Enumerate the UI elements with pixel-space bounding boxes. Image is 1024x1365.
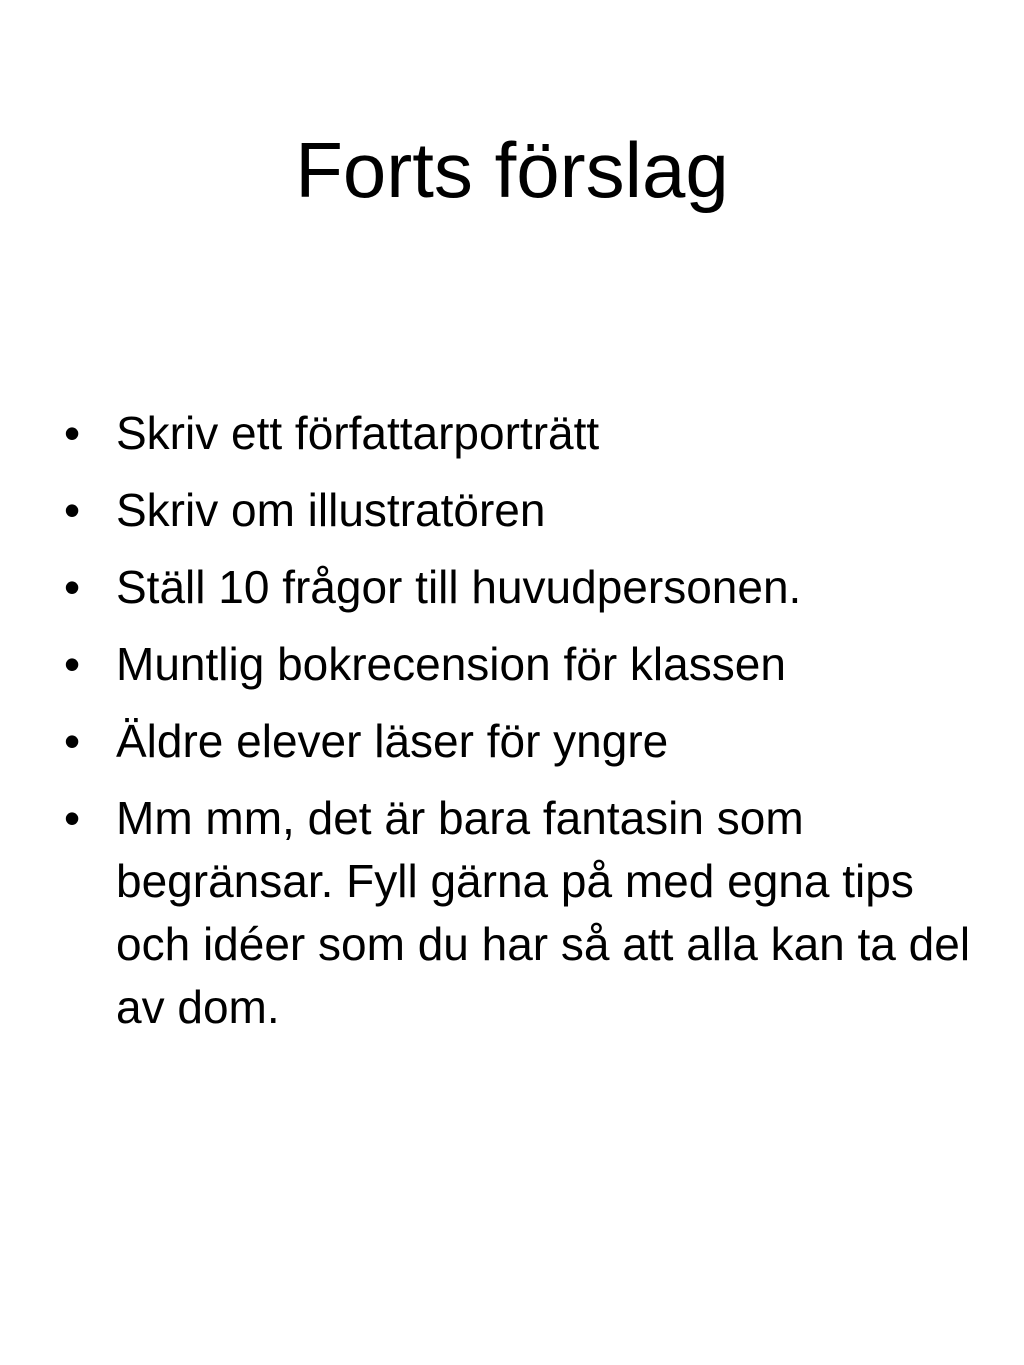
bullet-icon: •	[64, 792, 81, 844]
list-item	[62, 479, 982, 542]
bullet-icon: •	[64, 715, 81, 767]
list-item	[62, 556, 982, 619]
bullet-text: Äldre elever läser för yngre	[116, 715, 669, 767]
bullet-icon: •	[64, 407, 81, 459]
bullet-text: Skriv ett författarporträtt	[116, 407, 600, 459]
list-item	[62, 402, 982, 465]
list-item	[62, 633, 982, 696]
bullet-text: Mm mm, det är bara fantasin som begränsar. Fyll gärna på med egna tips och idéer som du har så att alla kan ta del av dom.	[116, 792, 971, 1033]
bullet-text: Ställ 10 frågor till huvudpersonen.	[116, 561, 802, 613]
slide-title: Forts förslag	[295, 126, 729, 214]
bullet-icon: •	[64, 561, 81, 613]
bullet-icon: •	[64, 484, 81, 536]
list-item	[62, 787, 982, 1039]
bullet-text: Skriv om illustratören	[116, 484, 546, 536]
bullet-list	[62, 402, 982, 1053]
list-item	[62, 710, 982, 773]
bullet-icon: •	[64, 638, 81, 690]
bullet-text: Muntlig bokrecension för klassen	[116, 638, 786, 690]
